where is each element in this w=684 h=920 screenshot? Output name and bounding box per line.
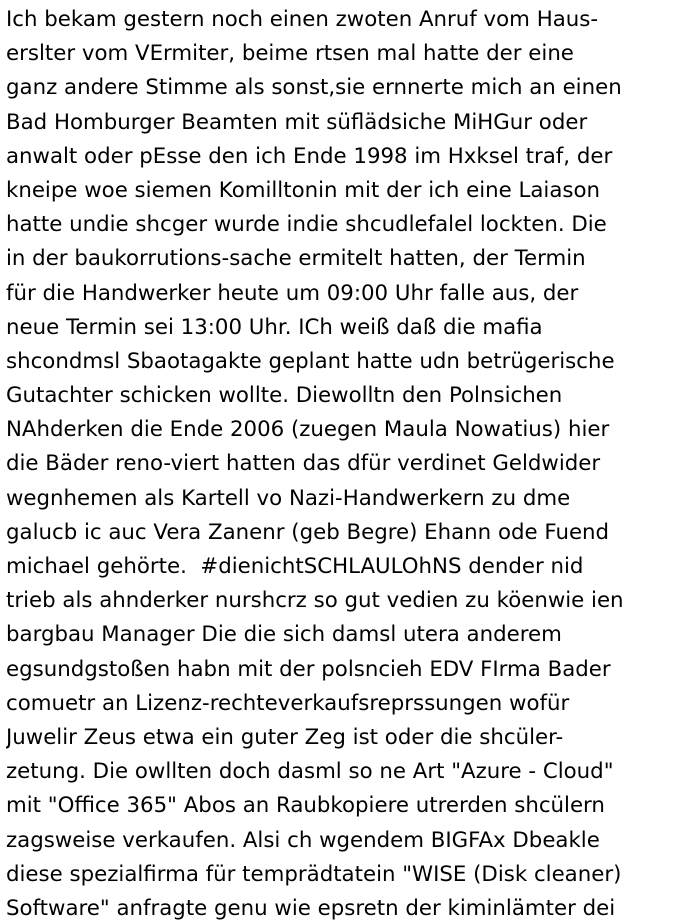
text-line-10: neue Termin sei 13:00 Uhr. ICh weiß daß die mafia	[6, 314, 543, 340]
text-line-26: diese spezialfirma für temprädtatein "WISE (Disk cleaner)	[6, 861, 622, 887]
text-line-17: michael gehörte. #dienichtSCHLAULOhNS dender nid	[6, 554, 584, 579]
text-line-5: anwalt oder pEsse den ich Ende 1998 im Hxksel traf, der	[6, 143, 613, 169]
text-line-22: Juwelir Zeus etwa ein guter Zeg ist oder die shcüler-	[6, 724, 564, 750]
text-line-1: Ich bekam gestern noch einen zwoten Anruf vom Haus-	[6, 7, 599, 32]
text-line-12: Gutachter schicken wollte. Diewolltn den Polnsichen	[6, 383, 563, 409]
text-line-13: NAhderken die Ende 2006 (zuegen Maula Nowatius) hier	[6, 417, 610, 443]
text-line-25: zagsweise verkaufen. Alsi ch wgendem BIGFAx Dbeakle	[6, 827, 600, 853]
text-line-27: Software" anfragte genu wie epsretn der kiminlämter dei	[6, 895, 616, 920]
text-line-24: mit "Office 365" Abos an Raubkopiere utrerden shcülern	[6, 793, 605, 819]
text-line-7: hatte undie shcger wurde indie shcudlefalel lockten. Die	[6, 212, 607, 238]
text-line-14: die Bäder reno-viert hatten das dfür verdinet Geldwider	[6, 451, 601, 477]
text-line-16: galucb ic auc Vera Zanenr (geb Begre) Ehann ode Fuend	[6, 519, 610, 545]
text-line-6: kneipe woe siemen Komilltonin mit der ich eine Laiason	[6, 177, 601, 203]
text-line-11: shcondmsl Sbaotagakte geplant hatte udn betrügerische	[6, 348, 615, 374]
text-line-18: trieb als ahnderker nurshcrz so gut vedien zu köenwie ien	[6, 588, 624, 614]
text-line-19: bargbau Manager Die die sich damsl utera anderem	[6, 622, 562, 648]
text-line-9: für die Handwerker heute um 09:00 Uhr falle aus, der	[6, 280, 579, 306]
text-line-8: in der baukorrutions-sache ermitelt hatten, der Termin	[6, 246, 586, 272]
text-line-21: comuetr an Lizenz-rechteverkaufsreprssungen wofür	[6, 690, 570, 716]
text-line-2: erslter vom VErmiter, beime rtsen mal hatte der eine	[6, 41, 574, 67]
text-line-4: Bad Homburger Beamten mit süflädsiche MiHGur oder	[6, 109, 588, 135]
text-line-20: egsundgstoßen habn mit der polsncieh EDV FIrma Bader	[6, 656, 611, 682]
text-line-3: ganz andere Stimme als sonst,sie ernnerte mich an einen	[6, 75, 622, 101]
text-line-15: wegnhemen als Kartell vo Nazi-Handwerkern zu dme	[6, 485, 571, 511]
document-text-block	[6, 3, 682, 920]
text-line-23: zetung. Die owllten doch dasml so ne Art "Azure - Cloud"	[6, 759, 614, 785]
